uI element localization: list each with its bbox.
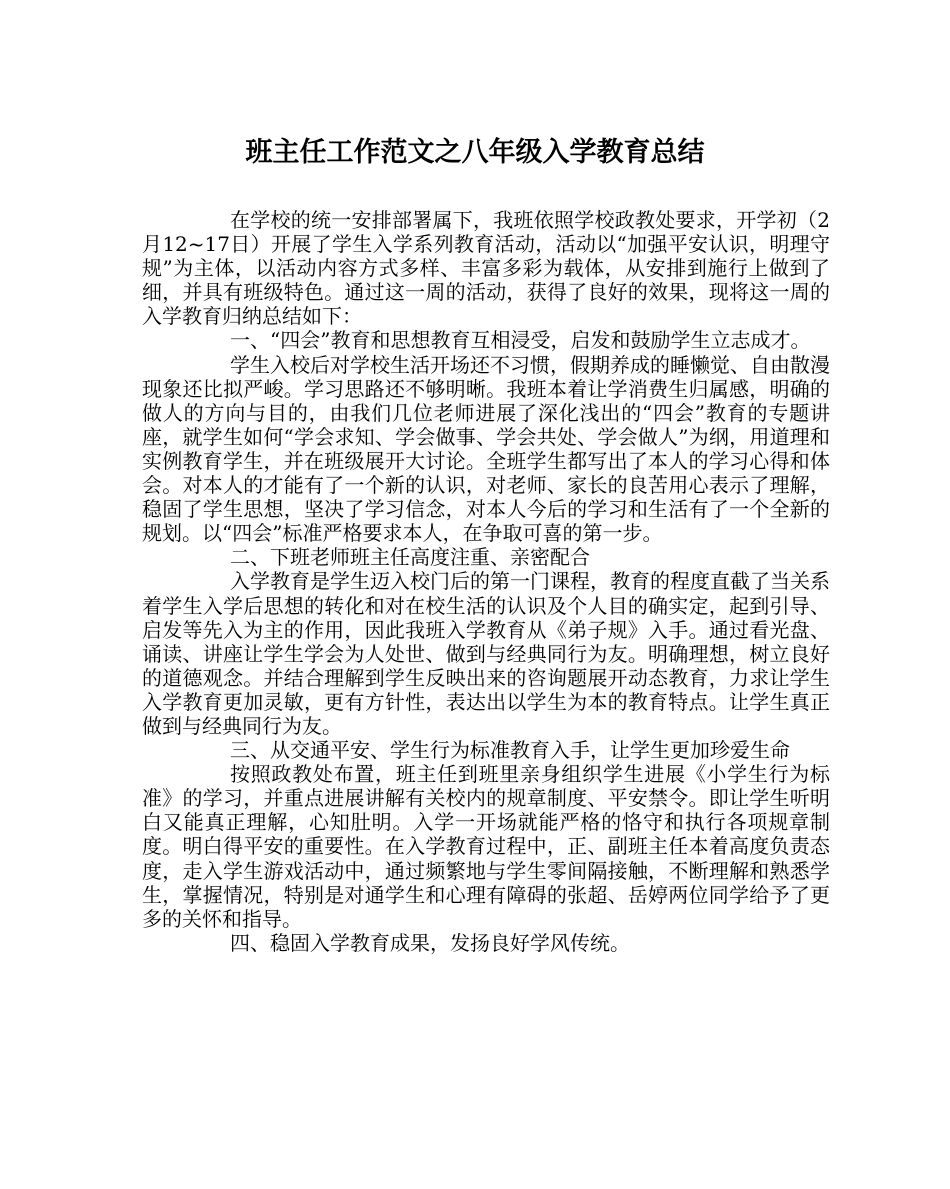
section-heading-3: 三、从交通平安、学生行为标准教育入手，让学生更加珍爱生命 bbox=[230, 738, 790, 763]
section-paragraph-1: 学生入校后对学校生活开场还不习惯，假期养成的睡懒觉、自由散漫现象还比拟严峻。学习思路还不够明晰。我班本着让学消费生归属感，明确的做人的方向与目的，由我们几位老师进展了深化浅出的“四会”教育的专题讲座，就学生如何“学会求知、学会做事、学会共处、学会做人”为纲，用道理和实例教育学生，并在班级展开大讨论。全班学生都写出了本人的学习心得和体会。对本人的才能有了一个新的认识，对老师、家长的良苦用心表示了理解，稳固了学生思想，坚决了学习信念，对本人今后的学习和生活有了一个全新的规划。以“四会”标准严格要求本人，在争取可喜的第一步。 bbox=[142, 352, 830, 546]
section-heading-4: 四、稳固入学教育成果，发扬良好学风传统。 bbox=[230, 930, 630, 955]
document-body bbox=[142, 208, 830, 955]
section-paragraph-2: 入学教育是学生迈入校门后的第一门课程，教育的程度直截了当关系着学生入学后思想的转化和对在校生活的认识及个人目的确实定，起到引导、启发等先入为主的作用，因此我班入学教育从《弟子规》入手。通过看光盘、诵读、讲座让学生学会为人处世、做到与经典同行为友。明确理想，树立良好的道德观念。并结合理解到学生反映出来的咨询题展开动态教育，力求让学生入学教育更加灵敏，更有方针性，表达出以学生为本的教育特点。让学生真正做到与经典同行为友。 bbox=[142, 569, 830, 738]
intro-paragraph: 在学校的统一安排部署属下，我班依照学校政教处要求，开学初（2月12~17日）开展了学生入学系列教育活动，活动以“加强平安认识，明理守规”为主体，以活动内容方式多样、丰富多彩为载体，从安排到施行上做到了细，并具有班级特色。通过这一周的活动，获得了良好的效果，现将这一周的入学教育归纳总结如下： bbox=[142, 208, 830, 329]
section-heading-1: 一、“四会”教育和思想教育互相浸受，启发和鼓励学生立志成才。 bbox=[230, 328, 811, 353]
section-heading-2: 二、下班老师班主任高度注重、亲密配合 bbox=[230, 545, 590, 570]
document-title: 班主任工作范文之八年级入学教育总结 bbox=[245, 137, 705, 168]
section-paragraph-3: 按照政教处布置，班主任到班里亲身组织学生进展《小学生行为标准》的学习，并重点进展讲解有关校内的规章制度、平安禁令。即让学生听明白又能真正理解，心知肚明。入学一开场就能严格的恪守和执行各项规章制度。明白得平安的重要性。在入学教育过程中，正、副班主任本着高度负责态度，走入学生游戏活动中，通过频繁地与学生零间隔接触，不断理解和熟悉学生，掌握情况，特别是对通学生和心理有障碍的张超、岳婷两位同学给予了更多的关怀和指导。 bbox=[142, 762, 830, 931]
